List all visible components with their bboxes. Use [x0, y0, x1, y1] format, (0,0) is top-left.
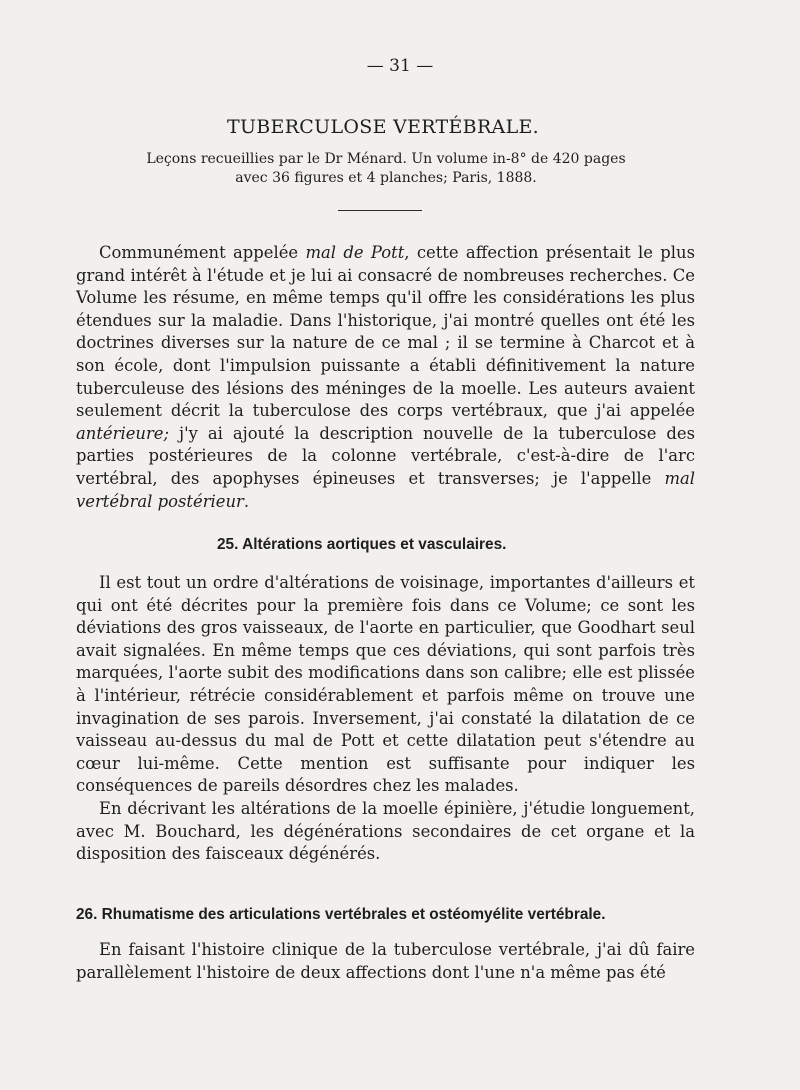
section-25-paragraph-2: En décrivant les altérations de la moelle épinière, j'étudie longuement, avec M. Bouchard, les dégénérations secondaires de cet organe et la disposition des faisceaux dégénérés.	[76, 798, 695, 864]
intro-emphasis-1: mal de Pott	[305, 243, 405, 262]
intro-paragraph	[76, 242, 695, 513]
section-26-paragraph-1: En faisant l'histoire clinique de la tuberculose vertébrale, j'ai dû faire parallèlement l'histoire de deux affections dont l'une n'a même pas été	[76, 940, 695, 982]
section-25-block	[76, 572, 695, 866]
section-25-paragraph-1: Il est tout un ordre d'altérations de voisinage, importantes d'ailleurs et qui ont été décrites pour la première fois dans ce Volume; ce sont les déviations des gros vaisseaux, de l'aorte en particulier, que Goodhart seul avait signalées. En même temps que ces déviations, qui sont parfois très marquées, l'aorte subit des modifications dans son calibre; elle est plissée à l'intérieur, rétrécie considérablement et parfois même on trouve une invagination de ses parois. Inversement, j'ai constaté la dilatation de ce vaisseau au-dessus du mal de Pott et cette dilatation peut s'étendre au cœur lui-même. Cette mention est suffisante pour indiquer les conséquences de pareils désordres chez les malades.	[76, 573, 695, 796]
intro-block	[76, 242, 695, 513]
intro-text-d: .	[243, 491, 250, 511]
separator-rule	[338, 210, 422, 211]
intro-emphasis-2: antérieure;	[76, 423, 170, 443]
book-subtitle	[0, 150, 772, 188]
section-26-heading: 26. Rhumatisme des articulations vertébrales et ostéomyélite vertébrale.	[76, 906, 606, 923]
section-26-block	[76, 939, 695, 984]
intro-text-a: Communément appelée	[99, 243, 306, 262]
book-title: TUBERCULOSE VERTÉBRALE.	[226, 116, 539, 138]
subtitle-line-2: avec 36 figures et 4 planches; Paris, 1888.	[235, 170, 537, 186]
page-number: — 31 —	[366, 56, 434, 76]
intro-emphasis-3: mal vertébral postérieur	[76, 468, 695, 511]
subtitle-line-1: Leçons recueillies par le Dr Ménard. Un volume in-8° de 420 pages	[146, 151, 626, 167]
section-25-heading: 25. Altérations aortiques et vasculaires.	[217, 536, 507, 553]
intro-text-c: j'y ai ajouté la description nouvelle de la tuberculose des parties postérieures de la colonne vertébrale, c'est-à-dire de l'arc vertébral, des apophyses épineuses et transverses; je l'appelle	[76, 423, 695, 488]
intro-text-b: , cette affection présentait le plus grand intérêt à l'étude et je lui ai consacré de nombreuses recherches. Ce Volume les résume, en même temps qu'il offre les considérations les plus étendues sur la maladie. Dans l'historique, j'ai montré quelles ont été les doctrines diverses sur la nature de ce mal ; il se termine à Charcot et à son école, dont l'impulsion puissante a établi définitivement la nature tuberculeuse des lésions des méninges de la moelle. Les auteurs avaient seulement décrit la tuberculose des corps vertébraux, que j'ai appelée	[76, 243, 696, 421]
